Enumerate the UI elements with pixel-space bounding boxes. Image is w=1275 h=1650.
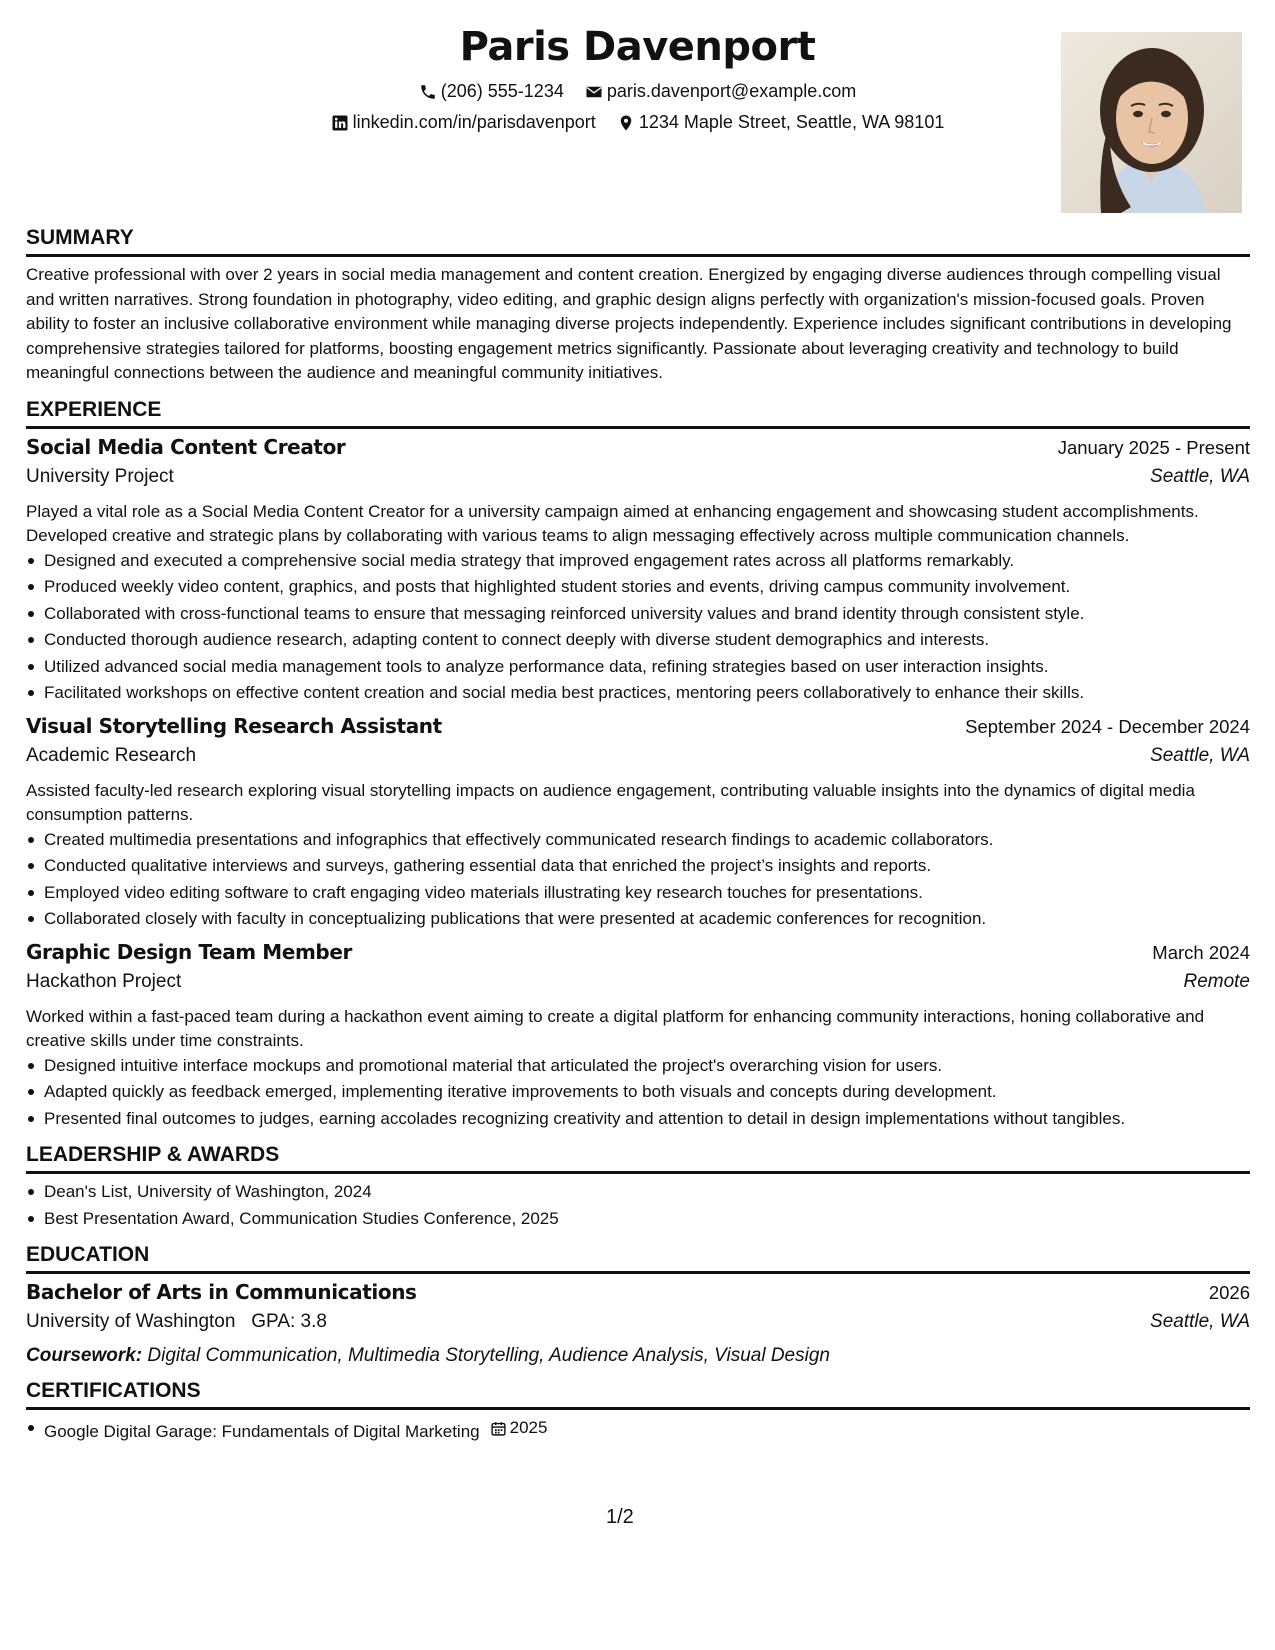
address-text: 1234 Maple Street, Seattle, WA 98101 xyxy=(638,112,945,132)
coursework-label: Coursework: xyxy=(26,1345,143,1366)
certifications-section xyxy=(26,1379,1250,1444)
leadership-heading: LEADERSHIP & AWARDS xyxy=(26,1143,1250,1174)
job-location: Seattle, WA xyxy=(1150,465,1250,487)
job-organization: University Project xyxy=(26,465,174,487)
gpa: GPA: 3.8 xyxy=(251,1311,327,1332)
job-description: Worked within a fast-paced team during a hackathon event aiming to create a digital platform for enhancing community interactions, honing collaborative and creative skills under time constraints. xyxy=(26,1006,1205,1050)
job-bullets xyxy=(26,549,1250,706)
school-info xyxy=(26,1311,327,1333)
phone-contact xyxy=(419,81,564,102)
coursework-list: Digital Communication, Multimedia Storytelling, Audience Analysis, Visual Design xyxy=(147,1345,830,1366)
certification-date: 2025 xyxy=(490,1416,548,1441)
resume-header xyxy=(0,24,1275,224)
job-location: Seattle, WA xyxy=(1150,744,1250,766)
graduation-year: 2026 xyxy=(1208,1282,1250,1303)
bullet-item: Utilized advanced social media management tools to analyze performance data, refining strategies based on user interaction insights. xyxy=(26,655,1250,680)
leadership-section xyxy=(26,1143,1250,1231)
job-entry xyxy=(26,435,1250,706)
job-title: Visual Storytelling Research Assistant xyxy=(26,713,442,738)
job-description: Played a vital role as a Social Media Content Creator for a university campaign aimed at enhancing engagement and showcasing student accomplishments. Developed creative and strategic plans by collaborating with various teams to align messaging effectively across multiple communication channels. xyxy=(26,501,1199,545)
job-organization: Hackathon Project xyxy=(26,970,182,992)
education-heading: EDUCATION xyxy=(26,1243,1250,1274)
bullet-item: Produced weekly video content, graphics, and posts that highlighted student stories and events, driving campus community involvement. xyxy=(26,575,1250,600)
job-organization: Academic Research xyxy=(26,744,197,766)
bullet-item: Conducted thorough audience research, adapting content to connect deeply with diverse student demographics and interests. xyxy=(26,628,1250,653)
map-pin-icon xyxy=(617,114,635,132)
bullet-item: Collaborated with cross-functional teams to ensure that messaging reinforced university values and brand identity through consistent style. xyxy=(26,602,1250,627)
bullet-item: Employed video editing software to craft engaging video materials illustrating key research touches for presentations. xyxy=(26,881,1250,906)
certifications-heading: CERTIFICATIONS xyxy=(26,1379,1250,1410)
profile-photo xyxy=(1061,32,1242,213)
job-entry xyxy=(26,714,1250,932)
bullet-item: Collaborated closely with faculty in conceptualizing publications that were presented at academic conferences for recognition. xyxy=(26,907,1250,932)
envelope-icon xyxy=(585,83,603,101)
calendar-icon xyxy=(490,1420,507,1437)
certifications-list xyxy=(26,1416,1250,1444)
summary-section xyxy=(26,226,1250,386)
job-bullets xyxy=(26,1054,1250,1132)
bullet-item: Designed and executed a comprehensive social media strategy that improved engagement rates across all platforms remarkably. xyxy=(26,549,1250,574)
job-location: Remote xyxy=(1183,970,1250,992)
summary-text: Creative professional with over 2 years in social media management and content creation. Energized by engaging diverse audiences through compelling visual and written narratives. Strong foundation in photography, video editing, and graphic design aligns perfectly with organization's mission-focused goals. Proven ability to foster an inclusive collaborative environment while managing diverse projects independently. Experience includes significant contributions in developing comprehensive strategies tailored for platforms, boosting engagement metrics significantly. Passionate about leveraging creativity and technology to build meaningful connections between the audience and meaningful community initiatives. xyxy=(26,265,1232,382)
bullet-item: Conducted qualitative interviews and surveys, gathering essential data that enriched the project’s insights and reports. xyxy=(26,854,1250,879)
linkedin-text[interactable]: linkedin.com/in/parisdavenport xyxy=(352,112,596,132)
job-title: Graphic Design Team Member xyxy=(26,939,352,964)
certification-item xyxy=(26,1416,1250,1444)
bullet-item: Presented final outcomes to judges, earning accolades recognizing creativity and attention to detail in design implementations without tangibles. xyxy=(26,1107,1250,1132)
school-name: University of Washington xyxy=(26,1311,236,1332)
email-text[interactable]: paris.davenport@example.com xyxy=(606,81,857,101)
job-date: March 2024 xyxy=(1152,941,1250,963)
degree-title: Bachelor of Arts in Communications xyxy=(26,1280,417,1304)
experience-heading: EXPERIENCE xyxy=(26,398,1250,429)
summary-heading: SUMMARY xyxy=(26,226,1250,257)
address-contact xyxy=(617,112,945,133)
coursework xyxy=(26,1345,1250,1367)
award-item: Best Presentation Award, Communication Studies Conference, 2025 xyxy=(26,1207,1250,1232)
page-number: 1/2 xyxy=(606,1506,634,1528)
award-item: Dean's List, University of Washington, 2024 xyxy=(26,1180,1250,1205)
job-date: January 2025 - Present xyxy=(1057,436,1250,458)
bullet-item: Adapted quickly as feedback emerged, implementing iterative improvements to both visuals and concepts during development. xyxy=(26,1080,1250,1105)
education-section xyxy=(26,1243,1250,1367)
certification-name: Google Digital Garage: Fundamentals of Digital Marketing xyxy=(44,1421,480,1441)
job-title: Social Media Content Creator xyxy=(26,434,346,459)
linkedin-contact[interactable] xyxy=(331,112,596,133)
phone-icon xyxy=(419,83,437,101)
phone-text: (206) 555-1234 xyxy=(440,81,564,101)
job-date: September 2024 - December 2024 xyxy=(965,715,1250,737)
bullet-item: Facilitated workshops on effective content creation and social media best practices, mentoring peers collaboratively to enhance their skills. xyxy=(26,681,1250,706)
experience-section xyxy=(26,398,1250,1132)
bullet-item: Designed intuitive interface mockups and promotional material that articulated the project's overarching vision for users. xyxy=(26,1054,1250,1079)
linkedin-icon xyxy=(331,114,349,132)
job-entry xyxy=(26,940,1250,1132)
job-description: Assisted faculty-led research exploring visual storytelling impacts on audience engagement, contributing valuable insights into the dynamics of digital media consumption patterns. xyxy=(26,780,1195,824)
leadership-list xyxy=(26,1180,1250,1231)
job-bullets xyxy=(26,828,1250,932)
bullet-item: Created multimedia presentations and infographics that effectively communicated research findings to academic collaborators. xyxy=(26,828,1250,853)
resume-body xyxy=(26,226,1250,1456)
email-contact[interactable] xyxy=(585,81,856,102)
candidate-name: Paris Davenport xyxy=(459,24,816,70)
school-location: Seattle, WA xyxy=(1150,1311,1250,1332)
